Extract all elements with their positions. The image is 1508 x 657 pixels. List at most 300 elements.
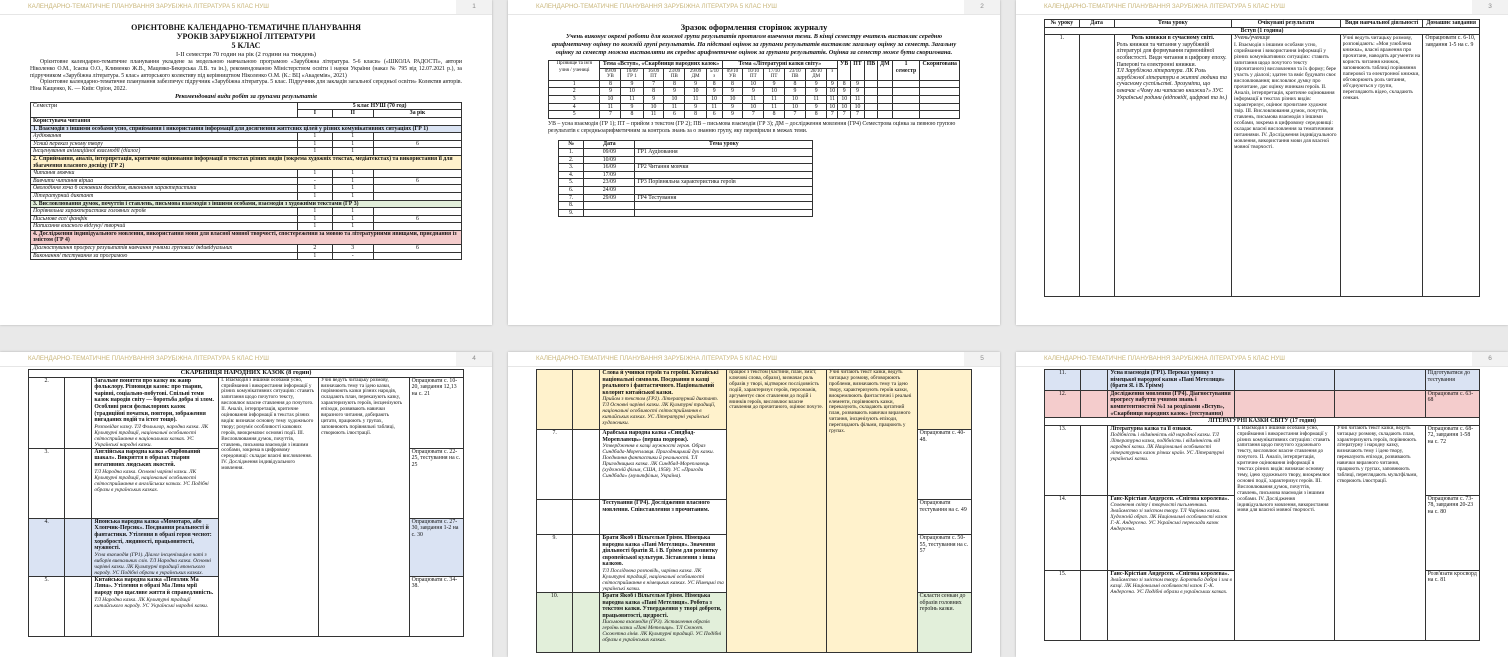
- grade-cell: 9: [827, 80, 838, 88]
- topic-title: Брати Якоб і Вільгельм Ґрімм. Німецька народна казка «Пані Метелиця». Робота з текстом казки. Утвердження у творі доброти, працьовитості, щедрості.: [602, 592, 722, 619]
- journal-row: [549, 103, 960, 111]
- grade-cell: 10: [685, 88, 706, 96]
- page-number: 6: [1472, 352, 1508, 366]
- grade-cell: [878, 103, 892, 111]
- topic-notes: Письмова взаємодія (ГР3). Зіставлення образів героїнь казки «Пані Метелиця». ТЛ Сюжет. Сюжетна лінія. ЛК Культурні традиції. УС Подібні образи в українських казках.: [602, 619, 722, 644]
- table-cell: 6: [373, 215, 461, 223]
- grade-cell: [864, 103, 877, 111]
- table-cell: [373, 223, 461, 231]
- col-header-no: № уроку: [1045, 20, 1080, 28]
- row-number: 13.: [1045, 425, 1081, 495]
- grade-cell: 8: [621, 111, 643, 119]
- table-cell: 6: [373, 177, 461, 185]
- table-cell: 3: [332, 245, 373, 253]
- table-row: [31, 140, 462, 148]
- lesson-cell: 8.: [559, 202, 584, 210]
- lesson-row: [559, 164, 813, 172]
- row-topic: [600, 500, 727, 535]
- row-date: [1081, 390, 1108, 417]
- row-date: [573, 592, 600, 652]
- intro-paragraph-2: Орієнтовне календарно-тематичне планування забезпечує підручник «Зарубіжна література. 5 клас. Підручник для закладів загальної середньої освіти» Колектив авторів. Ніна Кащенко, К. — Київ: Оріон, 2022.: [30, 79, 462, 92]
- row-homework: Опрацювати с. 68-72, завдання 1-58 на с. 72: [1425, 425, 1479, 495]
- grade-cell: [920, 80, 960, 88]
- row-homework: Опрацювати с. 6-10, завдання 1-5 на с. 9: [1423, 35, 1480, 297]
- topic-title: Японська народна казка «Момотаро, або Хлопчик-Персик». Поєднання реальності й фантастики. Утілення в образі героя чеснот: хоробрості, людяності, працьовитості, мужності.: [94, 518, 212, 552]
- table-cell: 1: [332, 208, 373, 216]
- row-activities: Учні читають текст казки, ведуть читацьку розмову, складають план, характеризують героїв, порівнюють літературну і народну казку, визначають тему і ідею твору, переказують епізоди, розвивають навички виразного читання, працюють у групах, заповнюють таблиці, переглядають мультфільми, створюють ілюстрації.: [1334, 425, 1425, 640]
- page-number: 5: [964, 352, 1000, 366]
- lesson-row: [559, 209, 813, 217]
- row-topic: [600, 535, 727, 593]
- row-topic: [92, 448, 219, 518]
- table-cell: 1: [298, 148, 332, 156]
- row-date: [573, 370, 600, 430]
- page-header: КАЛЕНДАРНО-ТЕМАТИЧНЕ ПЛАНУВАННЯ ЗАРУБІЖНА ЛІТЕРАТУРА 5 КЛАС НУШ 1: [0, 0, 492, 15]
- lesson-cell: 1.: [559, 148, 584, 156]
- journal-header-row: [549, 61, 960, 69]
- lesson-cell: ГР1 Аудіювання: [635, 148, 813, 156]
- lesson-cell: 9.: [559, 209, 584, 217]
- grade-cell: 10: [706, 95, 722, 103]
- grade-cell: 7: [851, 111, 864, 119]
- row-number: 1.: [1045, 35, 1080, 297]
- lesson-row: [559, 179, 813, 187]
- table-cell: 1: [298, 223, 332, 231]
- grade-cell: 8: [600, 80, 621, 88]
- topic-title: Ганс-Крістіан Андерсен. «Снігова королева».: [1110, 570, 1229, 577]
- grade-cell: [920, 111, 960, 119]
- grade-cell: [892, 88, 920, 96]
- student-no: 4: [549, 103, 600, 111]
- topic-title: Слова й учинки героїв та героїні. Китайські національні символи. Поєднання в казці реального і фантастичного. Національний колорит китайської казки.: [602, 370, 719, 396]
- grade-cell: 10: [722, 95, 743, 103]
- table-cell: [373, 192, 461, 200]
- row-homework: Підготуватися до тестування: [1425, 370, 1479, 391]
- grade-cell: 10: [784, 95, 805, 103]
- row-number: 2.: [29, 377, 65, 448]
- lesson-cell: [635, 156, 813, 164]
- col-header-top: 5 клас НУШ (70 год): [298, 102, 462, 110]
- row-topic: [1108, 570, 1235, 640]
- plan-table: [30, 102, 462, 260]
- table-cell: 1: [298, 133, 332, 141]
- page-number: 4: [456, 352, 492, 366]
- row-topic: Дослідження мовлення (ГР4). Діагностування прогресу набуття учнями знань і компетентностей №1 за розділами «Вступ», «Скарбниця народних казок» (тестування): [1108, 390, 1235, 417]
- row-homework: Опрацювати с. 73-78, завдання 20-23 на с. 80: [1425, 495, 1479, 570]
- journal-date-header: 09/10 УВ: [722, 68, 743, 80]
- student-no: 1: [549, 80, 600, 88]
- grade-cell: 10: [743, 80, 764, 88]
- row-topic: [600, 592, 727, 652]
- grade-cell: [878, 88, 892, 96]
- page-title: ОРІЄНТОВНЕ КАЛЕНДАРНО-ТЕМАТИЧНЕ ПЛАНУВАННЯ УРОКІВ ЗАРУБІЖНОЇ ЛІТЕРАТУРИ 5 КЛАС: [131, 23, 361, 50]
- document-page-4: [0, 352, 492, 657]
- table-cell: 6: [373, 245, 461, 253]
- journal-group-header: Скоригована: [920, 61, 960, 81]
- grade-cell: 11: [743, 95, 764, 103]
- grade-cell: 10: [784, 103, 805, 111]
- row-date: [1081, 570, 1108, 640]
- table-cell: 1: [332, 215, 373, 223]
- grade-cell: 8: [643, 88, 664, 96]
- row-topic: Усна взаємодія (ГР1). Переказ уривку з німецької народної казки «Пані Метелиця» (брати Я. і В. Ґрімм): [1108, 370, 1235, 391]
- row-date: [1081, 425, 1108, 495]
- grade-cell: [878, 95, 892, 103]
- table-cell: 1: [298, 215, 332, 223]
- student-no: 3: [549, 95, 600, 103]
- row-activities: Учні ведуть читацьку розмову, розповідають: «Моя улюблена книжка», власні враження про прочитане, наводять аргументи на користь читання книжок, заповнюють таблиці порівняння паперової та електронної книжки, обговорюють роль читання, об'єднуються у групи, переглядають відео, складають сенкан.: [1340, 35, 1423, 297]
- journal-date-header: 10/09 ГР 1: [621, 68, 643, 80]
- grade-cell: [864, 88, 877, 96]
- lesson-cell: [635, 209, 813, 217]
- table-cell: Читання мовчки: [31, 170, 298, 178]
- grade-cell: 9: [600, 88, 621, 96]
- student-no: 5: [549, 111, 600, 119]
- lesson-cell: 29/09: [584, 194, 635, 202]
- row-date: [573, 535, 600, 593]
- table-cell: 1: [332, 140, 373, 148]
- table-cell: [373, 252, 461, 260]
- grade-cell: 8: [664, 80, 685, 88]
- document-page-5: [508, 352, 1000, 657]
- table-cell: 1: [332, 148, 373, 156]
- intro-paragraph: Орієнтовне календарно-тематичне планування укладене за модельною навчальною програмою «Зарубіжна література. 5-6 класи» («ШКОЛА РАДОСТІ», автори Ніколенко О.М., Ісаєва О.О., Клименко Ж.В., Мацевко-Бекерська Л.В. та ін.), рекомендованою Міністерством освіти і науки України (наказ № 795 від 12.07.2021 р.), за підручником «Зарубіжна література. 5 клас» авторського колективу під керівництвом Ніколенко О.М. (К.: ВЦ «Академія», 2021): [30, 59, 462, 79]
- table-cell: 1: [332, 177, 373, 185]
- section-row: СКАРБНИЦЯ НАРОДНИХ КАЗОК (8 годин): [29, 370, 464, 378]
- lesson-row: [559, 194, 813, 202]
- journal-group-header: ПВ: [864, 61, 877, 81]
- table-cell: [373, 185, 461, 193]
- col-header-activities: Види навчальної діяльності: [1340, 20, 1423, 28]
- row-results: І. Взаємодія з іншими особами усно, сприймання і використання інформації у різних комунікативних ситуаціях: ставить запитання щодо почутого художнього тексту, висловлює власне ставлення до почутого. ІІ. Аналіз, інтерпретація, критичне оцінювання інформації в текстах різних видів: визначає основну тему, ідею художнього твору, виокремлює основні події, характеризує героїв. ІІІ. Висловлювання думок, почуттів, ставлень, письмова взаємодія з іншими особами. IV. Дослідження індивідуального мовлення, використання мови для власної мовної творчості.: [1235, 425, 1335, 640]
- grade-cell: 9: [838, 88, 851, 96]
- row-topic: [1108, 495, 1235, 570]
- col-header-results: Очікувані результати: [1232, 20, 1341, 28]
- lessons-col-header: №: [559, 141, 584, 149]
- col-header-2: ІІ: [332, 110, 373, 118]
- table-cell: [373, 170, 461, 178]
- grade-cell: 10: [621, 88, 643, 96]
- lesson-cell: 3.: [559, 164, 584, 172]
- grade-cell: 11: [706, 103, 722, 111]
- table-subhead: Користувача читання: [31, 117, 462, 125]
- table-row: [31, 215, 462, 223]
- grade-cell: 8: [805, 111, 826, 119]
- grade-cell: 9: [743, 88, 764, 96]
- grade-cell: [864, 111, 877, 119]
- grade-cell: 8: [838, 80, 851, 88]
- grade-cell: 10: [664, 95, 685, 103]
- journal-date-header: 23/10 ПВ: [784, 68, 805, 80]
- lessons-col-header: Дата: [584, 141, 635, 149]
- grade-cell: 9: [685, 80, 706, 88]
- row-number: 7.: [537, 430, 573, 500]
- grade-cell: 7: [643, 80, 664, 88]
- table-cell: Вивчити читання вірша: [31, 177, 298, 185]
- topic-notes: Розповідає казку. ТЛ Фольклор, народна казка. ЛК Культурні традиції, національні особливості світосприймання в національних казках. УС Українські народні казки.: [94, 423, 209, 448]
- topic-notes: ТЛ Послідовна розповідь, чарівна казка. ЛК Культурні традиції, національні особливості світосприймання в німецьких казках. УС Німецькі та українські казки.: [602, 567, 724, 592]
- table-cell: Інсценування анімаційної взаємодії (діалог): [31, 148, 298, 156]
- grade-cell: 8: [685, 111, 706, 119]
- lesson-cell: [635, 186, 813, 194]
- lesson-cell: 10/09: [584, 156, 635, 164]
- lesson-cell: 2.: [559, 156, 584, 164]
- page-header: КАЛЕНДАРНО-ТЕМАТИЧНЕ ПЛАНУВАННЯ ЗАРУБІЖНА ЛІТЕРАТУРА 5 КЛАС НУШ 4: [0, 352, 492, 367]
- topic-notes: ТЛ Народна казка. Основні чарівні казки. ЛК Культурні традиції, національні особливості світосприймання в англійських казках. УС Подібні образи в українських казках.: [94, 468, 209, 493]
- student-no: 2: [549, 88, 600, 96]
- grade-cell: 7: [600, 111, 621, 119]
- lesson-row: [1045, 370, 1480, 391]
- lesson-row: [559, 156, 813, 164]
- row-topic: [600, 370, 727, 430]
- grade-cell: 7: [743, 111, 764, 119]
- grade-cell: 9: [722, 88, 743, 96]
- grade-cell: 10: [764, 88, 785, 96]
- journal-date-header: 29/09 ДМ: [685, 68, 706, 80]
- table-row: [31, 230, 462, 244]
- lesson-cell: ГР3 Порівняльна характеристика героїв: [635, 179, 813, 187]
- lessons-col-header: Тема уроку: [635, 141, 813, 149]
- grade-cell: 7: [838, 111, 851, 119]
- table-cell: [373, 148, 461, 156]
- row-homework: [917, 370, 971, 430]
- journal-group-header: 1 семестр: [892, 61, 920, 81]
- topic-title: Арабська народна казка «Синдбад-Мореплавець» (перша подорож).: [602, 430, 696, 443]
- row-homework: Опрацювати с. 27-30, завдання 1-2 на с. 30: [409, 518, 463, 576]
- grade-cell: 9: [643, 95, 664, 103]
- table-cell: Написання власного відгуку/ творчий: [31, 223, 298, 231]
- topic-notes: Прийом з текстом (ГР2). Літературний диктант. ТЛ Основні чарівні казки. ЛК Культурні традиції, національні особливості світосприймання в китайських казках. УС Літературні українські художники.: [602, 396, 719, 427]
- row-number: [537, 370, 573, 430]
- grade-cell: 11: [600, 103, 621, 111]
- section-cell: 2. Сприймання, аналіз, інтерпретація, критичне оцінювання інформації в текстах різних видів (зокрема художніх текстах, медіатекстах) та використання її для збагачення власного досвіду (ГР 2): [31, 155, 462, 169]
- lesson-row: [29, 377, 464, 448]
- row-homework: Опрацювати с. 40-48.: [917, 430, 971, 500]
- grade-cell: [878, 80, 892, 88]
- row-number: 14.: [1045, 495, 1081, 570]
- row-results: І. Взаємодія з іншими особами усно, сприймання і використання інформації у різних комунікативних ситуаціях: ставить запитання щодо почутого тексту, висловлює власне ставлення до почутого. ІІ. Аналіз, інтерпретація, критичне оцінювання інформації в текстах різних видів: визначає основну тему художнього твору; розуміє особливості казкових героїв, виокремлює основні події. ІІІ. Висловлювання думок, почуттів, ставлень, письмова взаємодія з іншими особами, зокрема в цифровому середовищі: складає власні висловлення. IV. Дослідження індивідуального мовлення.: [219, 377, 319, 636]
- col-header-1: І: [298, 110, 332, 118]
- lesson-cell: 7.: [559, 194, 584, 202]
- grade-cell: 9: [722, 111, 743, 119]
- page-title: Зразок оформлення сторінок журналу: [680, 22, 828, 32]
- table-cell: 6: [373, 140, 461, 148]
- grade-cell: 11: [621, 95, 643, 103]
- journal-group-header: ДМ: [878, 61, 892, 81]
- topic-title: Загальне поняття про казку як жанр фольклору. Різновиди казок: про тварин, чарівні, соціально-побутові. Спільні теми казок народів світу — боротьба добра зі злом. Особливі риси фольклорних казок (традиційні початки, повтори, зображення вигаданих подій та істот тощо).: [94, 377, 214, 424]
- journal-date-header: з: [827, 68, 838, 80]
- grade-cell: 10: [643, 103, 664, 111]
- grade-cell: [878, 111, 892, 119]
- grade-cell: 11: [664, 103, 685, 111]
- topic-title: Брати Якоб і Вільгельм Ґрімм. Німецька народна казка «Пані Метелиця». Значення діяльності братів Я. і В. Ґрімм для розвитку європейської культури. Зіставлення з інша казкою.: [602, 535, 718, 568]
- document-page-2: [508, 0, 1000, 325]
- grade-cell: [864, 95, 877, 103]
- grade-cell: 7: [784, 111, 805, 119]
- lesson-row: [537, 370, 972, 430]
- row-homework: Опрацювати тестування на с. 49: [917, 500, 971, 535]
- grade-cell: 10: [838, 103, 851, 111]
- grade-cell: [920, 88, 960, 96]
- row-date: [65, 448, 92, 518]
- table-caption: Рекомендовані види робіт за групами результатів: [174, 93, 318, 101]
- lesson-cell: [635, 171, 813, 179]
- table-row: [31, 208, 462, 216]
- table-cell: 1: [332, 133, 373, 141]
- journal-header-left: Тема «Вступ», «Скарбниця народних казок»: [600, 61, 722, 69]
- grade-cell: 9: [805, 103, 826, 111]
- row-topic: [92, 576, 219, 636]
- journal-date-header: 10/10 ПТ: [743, 68, 764, 80]
- lesson-plan-table: [536, 369, 972, 653]
- journal-header-right: Тема «Літературні казки світу»: [722, 61, 838, 69]
- grade-cell: 8: [764, 111, 785, 119]
- document-page-3: [1016, 0, 1508, 325]
- table-cell: 1: [332, 185, 373, 193]
- grade-cell: 11: [643, 111, 664, 119]
- table-cell: 1: [298, 185, 332, 193]
- col-header-semesters: Семестри: [31, 102, 298, 117]
- table-row: [31, 192, 462, 200]
- table-cell: [373, 133, 461, 141]
- topic-title: Ганс-Крістіан Андерсен. «Снігова королева».: [1110, 495, 1229, 502]
- row-homework: Опрацювати с. 50-55, тестування на с. 57: [917, 535, 971, 593]
- page-subtitle: І-ІІ семестри 70 годин на рік (2 години на тиждень): [175, 51, 317, 58]
- intro-paragraph: Учень виконує окремі роботи для кожної групи результатів протягом вивчення теми. В кінці семестру вчитель виставляє середню арифметичну оцінку по кожній групі результатів. На підставі оцінок за групами результатів виставляє загальну оцінку за семестр. Загальну оцінку за семестр можна виставляти як середнє арифметичне оцінок за групами результатів. Оцінка за семестр може бути скоригована.: [551, 33, 957, 56]
- table-cell: Аудіювання: [31, 133, 298, 141]
- page-header: КАЛЕНДАРНО-ТЕМАТИЧНЕ ПЛАНУВАННЯ ЗАРУБІЖНА ЛІТЕРАТУРА 5 КЛАС НУШ 5: [508, 352, 1000, 367]
- lesson-row: [559, 186, 813, 194]
- lesson-row: [559, 148, 813, 156]
- journal-group-header: ПТ: [851, 61, 864, 81]
- lesson-cell: [635, 202, 813, 210]
- lesson-cell: 23/09: [584, 179, 635, 187]
- topic-title: Літературна казка та її ознаки.: [1110, 425, 1192, 432]
- table-row: [31, 200, 462, 208]
- grade-cell: [864, 80, 877, 88]
- row-topic: Роль книжки в сучасному світі. Роль книжки та читання у зарубіжній літературі для формування гармонійної особистості. Види читання в цифрову епоху. Паперові та електронні книжки. ТЛ Зарубіжна література. ЛК Роль зарубіжної літератури в житті людини та сучасному суспільстві. Зрозуміти, що означає «Чому ми читаємо книжки?» ЗУС Українські родини (відповіді, цифрові та ін.): [1114, 35, 1231, 297]
- grade-cell: 9: [722, 103, 743, 111]
- lesson-cell: [584, 209, 635, 217]
- document-page-1: [0, 0, 492, 325]
- row-activities: Учні читають текст казки, ведуть читацьку розмову, обговорюють проблеми, визначають тему та ідею твору, характеризують героїв казки, виокремлюють фантастичні і реальні елементи, порівнюють казки, переказують, складають цитатний план, розвивають навички виразного читання, інсценізують епізоди, переглядають фільми, працюють у групах.: [826, 370, 917, 653]
- row-topic: [1108, 425, 1235, 495]
- journal-date-header: 23/09 ПВ: [664, 68, 685, 80]
- page-number: 2: [964, 0, 1000, 14]
- lesson-cell: 16/09: [584, 164, 635, 172]
- row-results: [1235, 370, 1335, 391]
- journal-header-students: Прізвище та ім'я учня / учениці: [549, 61, 600, 81]
- lesson-cell: 24/09: [584, 186, 635, 194]
- grade-cell: 9: [621, 103, 643, 111]
- grade-cell: 10: [743, 103, 764, 111]
- lesson-cell: 17/09: [584, 171, 635, 179]
- row-number: 3.: [29, 448, 65, 518]
- grade-cell: [892, 111, 920, 119]
- journal-row: [549, 80, 960, 88]
- row-results: [1235, 390, 1335, 417]
- table-cell: [373, 208, 461, 216]
- col-header-year: За рік: [373, 110, 461, 118]
- grade-cell: 9: [784, 88, 805, 96]
- lesson-row: [559, 202, 813, 210]
- row-topic: [92, 518, 219, 576]
- row-date: [1081, 495, 1108, 570]
- section-row: Вступ (1 година): [1045, 27, 1480, 35]
- table-cell: 1: [298, 192, 332, 200]
- table-row: [31, 155, 462, 169]
- row-homework: Опрацювати с. 34-38.: [409, 576, 463, 636]
- grade-cell: 8: [784, 80, 805, 88]
- grade-cell: [920, 95, 960, 103]
- page-header: КАЛЕНДАРНО-ТЕМАТИЧНЕ ПЛАНУВАННЯ ЗАРУБІЖНА ЛІТЕРАТУРА 5 КЛАС НУШ 6: [1016, 352, 1508, 367]
- table-row: [31, 223, 462, 231]
- topic-notes: Сповнення світу і творчості письменника. Знайомство зі змістом твору. ТЛ Чарівна казка. Художній образ. ЛК Національні особливості казок Г.-К. Андерсена. УС Українські переклади казок Андерсена.: [1110, 502, 1228, 533]
- table-cell: 1: [332, 170, 373, 178]
- row-homework: Опрацювати с. 22-25, тестування на с. 25: [409, 448, 463, 518]
- row-results: Учень/учениця І. Взаємодія з іншими особами усно, сприймання і використання інформації у різних комунікативних ситуаціях: ставить запитання щодо почутого тексту (прочитаного) висловлення та їх форму; бере участь у діалозі; здатен та вміє будувати своє висловлювання; висловлює думку про прочитане, дає оцінку вчинкам героїв. ІІ. Аналіз, інтерпретація, критичне оцінювання інформації в текстах різних видів: характеризує, оцінює прочитане художнє твір. ІІІ. Висловлювання думок, почуттів, ставлень, письмова взаємодія з іншими особами, зокрема в цифровому середовищі: складає власні висловлення за тематичними питаннями. IV. Дослідження індивідуального мовлення, використання мови для власної мовної творчості.: [1232, 35, 1341, 297]
- grade-cell: 9: [706, 88, 722, 96]
- table-cell: 1: [298, 170, 332, 178]
- row-homework: Розв'язати кросворд на с. 81: [1425, 570, 1479, 640]
- section-cell: ЛІТЕРАТУРНІ КАЗКИ СВІТУ (17 годин): [1045, 418, 1480, 426]
- lesson-cell: 6.: [559, 186, 584, 194]
- lesson-cell: 09/09: [584, 148, 635, 156]
- row-number: 9.: [537, 535, 573, 593]
- table-row: [31, 125, 462, 133]
- page-header: КАЛЕНДАРНО-ТЕМАТИЧНЕ ПЛАНУВАННЯ ЗАРУБІЖНА ЛІТЕРАТУРА 5 КЛАС НУШ 2: [508, 0, 1000, 15]
- document-page-6: [1016, 352, 1508, 657]
- table-row: [31, 252, 462, 260]
- lesson-cell: ГР4 Тестування: [635, 194, 813, 202]
- lesson-plan-table: [28, 369, 464, 637]
- col-header-homework: Домашнє завдання: [1423, 20, 1480, 28]
- topic-notes: Утвердження в казці мужності героя. Образ Синдбада-Мореплавця. Пригодницький дух казки. Поєднання фантастики й реальності. ТЛ Пригодницька казка. ЛК Синдбад-Мореплавець (художній фільм, США, 1958). УС «Пригоди Синдбада» (мультфільм, Україна).: [602, 443, 714, 480]
- table-cell: 1: [332, 223, 373, 231]
- col-header-topic: Тема уроку: [1114, 20, 1231, 28]
- lesson-cell: [584, 202, 635, 210]
- table-row: [31, 245, 462, 253]
- grade-cell: 9: [851, 80, 864, 88]
- topic-notes: Знайомство зі змістом твору. Боротьба добра і зла в казці. ЛК Національні особливості казок Г.-К. Андерсена. УС Подібні образи в українських казках.: [1110, 577, 1232, 596]
- row-number: 4.: [29, 518, 65, 576]
- table-cell: 1: [298, 208, 332, 216]
- section-cell: 1. Взаємодія з іншими особами усно, сприймання і використання інформації для досягнення життєвих цілей у різних комунікативних ситуаціях (ГР 1): [31, 125, 462, 133]
- section-cell: 3. Висловлювання думок, почуттів і ставлень, письмова взаємодія з іншими особами, взаємодія з художніми текстами (ГР 3): [31, 200, 462, 208]
- topic-title: Англійська народна казка «Фарбований шакал». Викриття в образах тварин негативних людських якостей.: [94, 448, 201, 468]
- grade-cell: 11: [685, 95, 706, 103]
- row-date: [573, 500, 600, 535]
- row-topic: [92, 377, 219, 448]
- lesson-row: [1045, 425, 1480, 495]
- table-cell: 1: [332, 192, 373, 200]
- row-date: [65, 518, 92, 576]
- grade-cell: 11: [764, 103, 785, 111]
- topic-notes: Подібність і відмінність від народної казки. ТЛ Літературна казка, подібність і відмінність від народної казки. ЛК Національні особливості літературних казок різних країн. УС Літературні українські казки.: [1110, 432, 1225, 463]
- topic-notes: Усна взаємодія (ГР1). Діалог інсценізація в чаті з виборів вивчальних слів. ТЛ Народна казка. Основні чарівні казки. ЛК Культурні традиції японського народу. УС Подібні образи в українських казках.: [94, 551, 211, 576]
- row-topic: [600, 430, 727, 500]
- grade-cell: 9: [805, 80, 826, 88]
- journal-date-header: 5/10 з: [706, 68, 722, 80]
- lesson-row: [1045, 390, 1480, 417]
- row-date: [65, 576, 92, 636]
- lesson-cell: 5.: [559, 179, 584, 187]
- page-number: 1: [456, 0, 492, 14]
- lesson-cell: ГР2 Читання мовчки: [635, 164, 813, 172]
- row-date: [1079, 35, 1114, 297]
- row-number: 12.: [1045, 390, 1081, 417]
- row-activities: [1334, 370, 1425, 391]
